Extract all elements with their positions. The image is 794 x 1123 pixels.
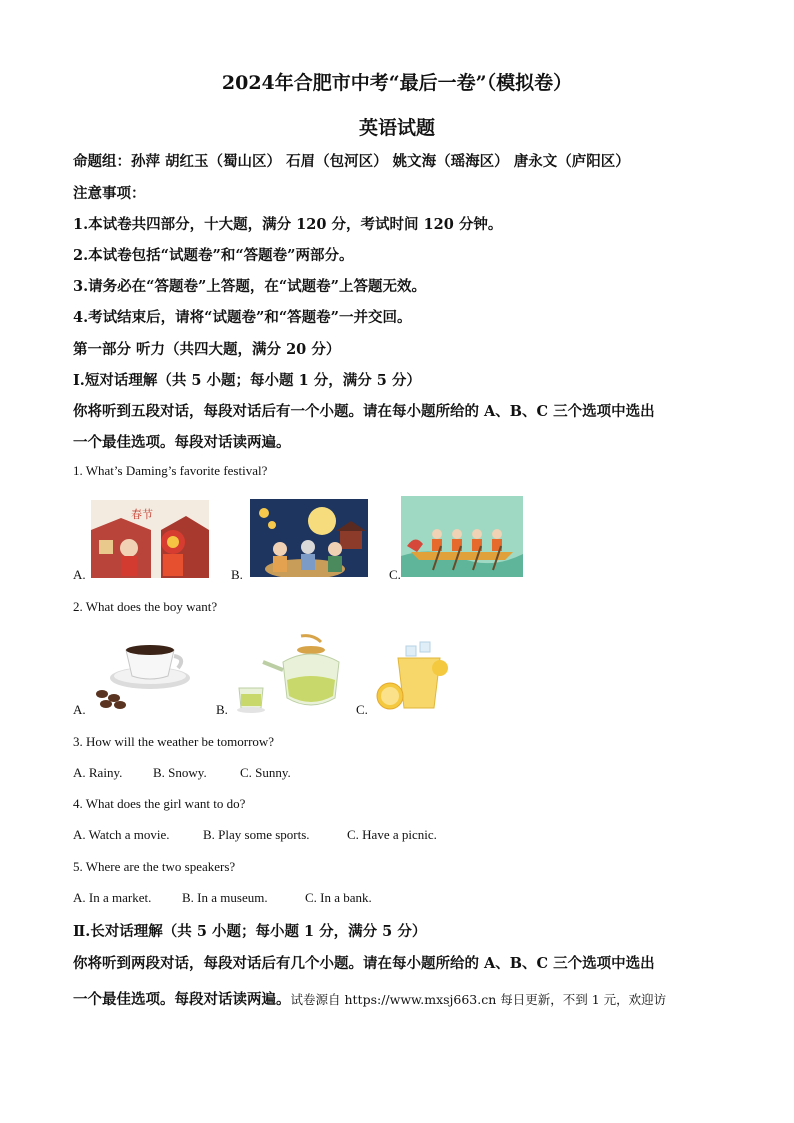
notice-item: 2.本试卷包括“试题卷”和“答题卷”两部分。 bbox=[73, 247, 354, 264]
question-4: 4. What does the girl want to do? bbox=[73, 796, 246, 811]
lemonade-image bbox=[370, 632, 452, 716]
option-text: C. Sunny. bbox=[240, 765, 291, 780]
notice-item: 4.考试结束后，请将“试题卷”和“答题卷”一并交回。 bbox=[73, 309, 412, 326]
festival-spring-image bbox=[91, 500, 209, 578]
section-instruction: 一个最佳选项。每段对话读两遍。 bbox=[73, 991, 291, 1008]
source-note: 试卷源自 https://www.mxsj663.cn 每日更新，不到 1 元，欢迎访 bbox=[290, 992, 667, 1007]
section-instruction: 你将听到两段对话，每段对话后有几个小题。请在每小题所给的 A、B、C 三个选项中选出 bbox=[73, 955, 655, 972]
question-2: 2. What does the boy want? bbox=[73, 599, 218, 614]
notice-heading: 注意事项： bbox=[73, 185, 146, 202]
option-text: B. Snowy. bbox=[153, 765, 207, 780]
option-text: C. Have a picnic. bbox=[347, 827, 437, 842]
page-title: 2024年合肥市中考“最后一卷”（模拟卷） bbox=[221, 72, 573, 94]
section-instruction: 你将听到五段对话，每段对话后有一个小题。请在每小题所给的 A、B、C 三个选项中选出 bbox=[73, 403, 655, 420]
option-text: A. Rainy. bbox=[73, 765, 123, 780]
notice-item: 1.本试卷共四部分，十大题，满分 120 分，考试时间 120 分钟。 bbox=[73, 216, 503, 233]
page-subtitle: 英语试题 bbox=[358, 117, 435, 139]
svg-text:春节: 春节 bbox=[131, 508, 153, 521]
option-text: A. In a market. bbox=[73, 890, 152, 905]
section-heading: Ⅰ.短对话理解（共 5 小题；每小题 1 分，满分 5 分） bbox=[73, 372, 421, 389]
option-label: C. bbox=[356, 702, 368, 717]
authors-line: 命题组：孙萍 胡红玉（蜀山区） 石眉（包河区） 姚文海（瑶海区） 唐永文（庐阳区） bbox=[73, 153, 630, 170]
option-label: C. bbox=[389, 567, 401, 582]
question-3: 3. How will the weather be tomorrow? bbox=[73, 734, 275, 749]
part-heading: 第一部分 听力（共四大题，满分 20 分） bbox=[73, 341, 341, 358]
option-label: B. bbox=[216, 702, 228, 717]
section-instruction: 一个最佳选项。每段对话读两遍。 bbox=[73, 434, 291, 451]
coffee-image bbox=[88, 632, 193, 710]
option-text: A. Watch a movie. bbox=[73, 827, 170, 842]
option-text: B. Play some sports. bbox=[203, 827, 310, 842]
tea-image bbox=[233, 632, 351, 716]
option-text: B. In a museum. bbox=[182, 890, 268, 905]
question-1: 1. What’s Daming’s favorite festival? bbox=[73, 463, 268, 478]
option-label: B. bbox=[231, 567, 243, 582]
option-label: A. bbox=[73, 702, 86, 717]
notice-item: 3.请务必在“答题卷”上答题，在“试题卷”上答题无效。 bbox=[73, 278, 426, 295]
option-text: C. In a bank. bbox=[305, 890, 372, 905]
festival-midautumn-image bbox=[250, 499, 368, 577]
section-instruction-line2 bbox=[73, 988, 666, 1009]
question-5: 5. Where are the two speakers? bbox=[73, 859, 236, 874]
section-heading: Ⅱ.长对话理解（共 5 小题；每小题 1 分，满分 5 分） bbox=[73, 923, 427, 940]
option-label: A. bbox=[73, 567, 86, 582]
festival-dragonboat-image bbox=[401, 496, 523, 577]
